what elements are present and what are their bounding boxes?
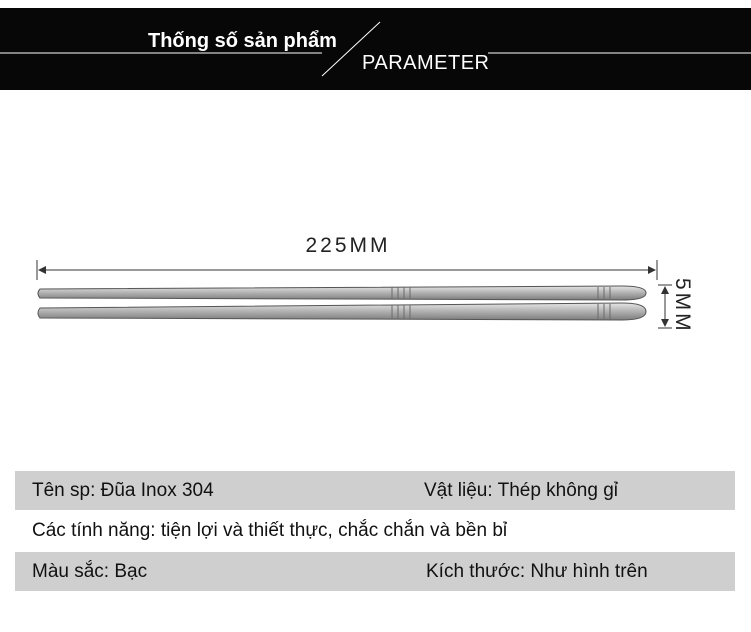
spec-row-2	[15, 511, 735, 550]
length-arrow-left	[38, 266, 46, 274]
chopstick-bottom	[38, 303, 646, 320]
length-arrow-right	[648, 266, 656, 274]
product-name: Tên sp: Đũa Inox 304	[32, 480, 214, 501]
diameter-label: 5MM	[671, 278, 694, 334]
chopsticks-figure	[0, 220, 751, 350]
header-decoration	[0, 8, 751, 90]
length-label: 225MM	[305, 234, 391, 257]
spec-row-3	[15, 552, 735, 591]
title-english: PARAMETER	[362, 52, 490, 74]
chopstick-top	[38, 286, 646, 300]
size: Kích thước: Như hình trên	[426, 561, 648, 582]
diameter-arrow-bottom	[661, 319, 669, 327]
color: Màu sắc: Bạc	[32, 561, 148, 582]
material: Vật liệu: Thép không gỉ	[424, 480, 619, 501]
spec-row-1	[15, 471, 735, 510]
diameter-arrow-top	[661, 286, 669, 294]
features: Các tính năng: tiện lợi và thiết thực, chắc chắn và bền bỉ	[32, 520, 508, 541]
header-banner	[0, 8, 751, 90]
title-vietnamese: Thống số sản phẩm	[148, 30, 337, 52]
